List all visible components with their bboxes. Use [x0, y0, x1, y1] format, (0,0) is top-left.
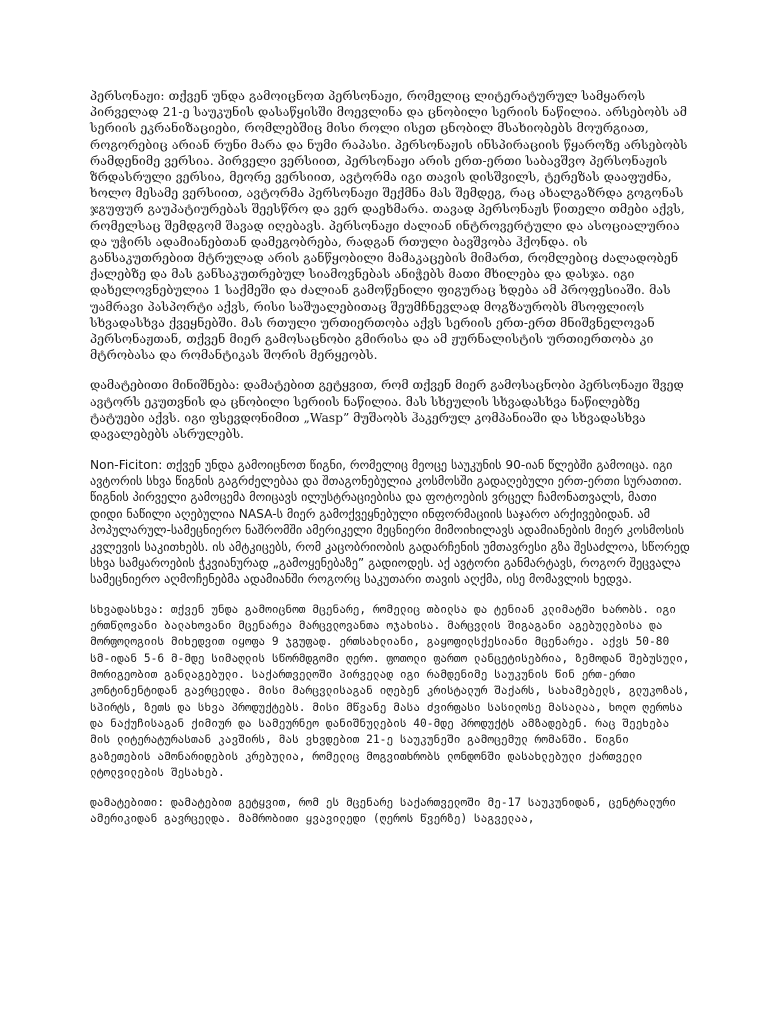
paragraph-misc-hint: დამატებითი: დამატებით გეტყვით, რომ ეს მცენარე საქართველოში მე-17 საუკუნიდან, ცენტრალური ამერიკიდან გავრცელდა. მამრობითი ყვავილედი (ღეროს წვერზე) საგველაა,	[90, 796, 676, 826]
paragraph-non-fiction-riddle: Non-Ficiton: თქვენ უნდა გამოიცნოთ წიგნი, რომელიც მეოცე საუკუნის 90-იან წლებში გამოიცა. იგი ავტორის სხვა წიგნის გაგრძელებაა და შთაგონებულია კოსმოსში გადაღებული ერთ-ერთი სურათით. წიგნის პირველი გამოცემა მოიცავს ილუსტრაციებისა და ფოტოების ვრცელ ჩამონათვალს, მათი დიდი ნაწილი აღებულია NASA-ს მიერ გამოქვეყნებული ინფორმაციის საჯარო არქივებიდან. ამ პოპულარულ-სამეცნიერო ნაშრომში ამერიკელი მეცნიერი მიმოიხილავს ადამიანების მიერ კოსმოსის კვლევის საკითხებს. ის ამტკიცებს, რომ კაცობრიობის გადარჩენის უმთავრესი გზა შესაძლოა, სწორედ სხვა სამყაროების ჭკვიანურად „გამოყენებაზე” გადიოდეს. აქ ავტორი განმარტავს, როგორ შეცვალა სამეცნიერო აღმოჩენებმა ადამიანში როგორც საკუთარი თავის აღქმა, ისე მომავლის ხედვა.	[90, 457, 690, 587]
document-page	[90, 88, 690, 842]
paragraph-character-riddle: პერსონაჟი: თქვენ უნდა გამოიცნოთ პერსონაჟი, რომელიც ლიტერატურულ სამყაროს პირველად 21-ე საუკუნის დასაწყისში მოევლინა და ცნობილი სერიის ნაწილია. არსებობს ამ სერიის ეკრანიზაციები, რომლებშიც მისი როლი ისეთ ცნობილ მსახიობებს მოურგიათ, როგორებიც არიან რუნი მარა და ნუმი რაპასი. პერსონაჟის ინსპირაციის წყაროზე არსებობს რამდენიმე ვერსია. პირველი ვერსიით, პერსონაჟი არის ერთ-ერთი საბავშვო პერსონაჟის ზრდასრული ვერსია, მეორე ვერსიით, ავტორმა იგი თავის დისშვილს, ტერეზას დააფუძნა, ხოლო მესამე ვერსიით, ავტორმა პერსონაჟი შექმნა მას შემდეგ, რაც ახალგაზრდა გოგონას ჯგუფურ გაუპატიურებას შეესწრო და ვერ დაეხმარა. თავად პერსონაჟს წითელი თმები აქვს, რომელსაც შემდგომ შავად იღებავს. პერსონაჟი ძალიან ინტროვერტული და ასოციალურია და უჭირს ადამიანებთან დამეგობრება, რადგან რთული ბავშვობა ჰქონდა. ის განსაკუთრებით მტრულად არის განწყობილი მამაკაცების მიმართ, რომლებიც ძალადობენ ქალებზე და მას განსაკუთრებულ სიამოვნებას ანიჭებს მათი მხილება და დასჯა. იგი დახელოვნებულია 1 საქმეში და ძალიან გამოწენილი ფიგურაც ხდება ამ პროფესიაში. მას უამრავი პასპორტი აქვს, რისი საშუალებითაც შეუმჩნევლად მოგზაურობს მსოფლიოს სხვადასხვა ქვეყნებში. მას რთული ურთიერთობა აქვს სერიის ერთ-ერთ მნიშვნელოვან პერსონაჟთან, თქვენ მიერ გამოსაცნობი გმირისა და ამ ჟურნალისტის ურთიერთობა კი მტრობასა და რომანტიკას შორის მერყეობს.	[90, 89, 688, 363]
paragraph-character-hint: დამატებითი მინიშნება: დამატებით გეტყვით, რომ თქვენ მიერ გამოსაცნობი პერსონაჟი შვედ ავტორს ეკუთვნის და ცნობილი სერიის ნაწილია. მას სხეულის სხვადასხვა ნაწილებზე ტატუები აქვს. იგი ფსევდონიმით „Wasp” მუშაობს ჰაკერულ კომპანიაში და სხვადასხვა დავალებებს ასრულებს.	[90, 378, 684, 442]
paragraph-misc-riddle: სხვადასხვა: თქვენ უნდა გამოიცნოთ მცენარე, რომელიც თბილსა და ტენიან კლიმატში ხარობს. იგი ერთწლოვანი ბალახოვანი მცენარეა მარცვლოვანთა ოჯახისა. მარცვლის შიგაგანი აგებულებისა და მორფოლოგიის მიხედვით იყოფა 9 ჯგუფად. ერთსახლიანი, გაყოფილსქესიანი მცენარეა. აქვს 50-80 სმ-იდან 5-6 მ-მდე სიმაღლის სწორმდგომი ღერო. ფოთოლი ფართო ლანცეტისებრია, ზემოდან შებუსული, მორიგეობით განლაგებული. საქართველოში პირველად იგი რამდენიმე საუკუნის წინ ერთ-ერთი კონტინენტიდან გავრცელდა. მისი მარცვლისაგან იღებენ კრისტალურ შაქარს, სახამებელს, გლუკოზას, სპირტს, ზეთს და სხვა პროდუქტებს. მისი მწვანე მასა ძვირფასი სასილოსე მასალაა, ხოლო ღეროსა და ნაქუჩისაგან ქიმიურ და სამეურნეო დანიშნულების 40-მდე პროდუქტს ამზადებენ. რაც შეეხება მის ლიტერატურასთან კავშირს, მას ვხვდებით 21-ე საუკუნეში გამოცემულ რომანში. წიგნი გაზეთების ამონარიდების კრებულია, რომელიც მოგვითხრობს ლონდონში დასახლებული ქართველი ლტოლვილების შესახებ.	[90, 602, 690, 779]
